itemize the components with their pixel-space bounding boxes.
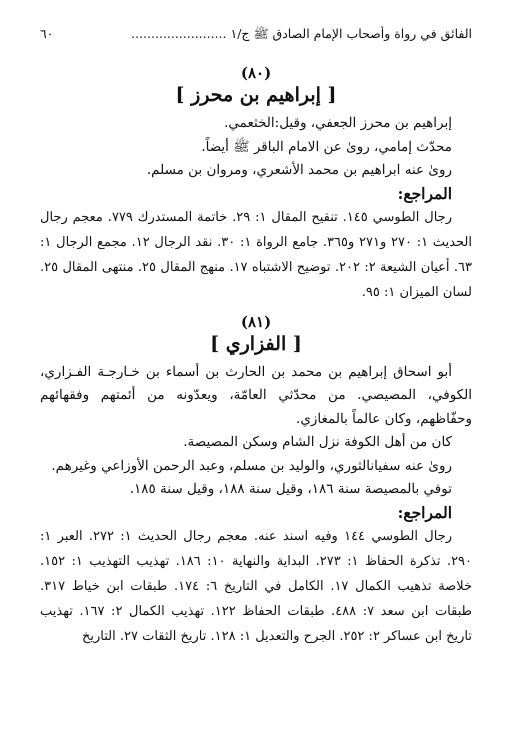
entry-80: [40, 64, 472, 305]
entry-title: [ الفزاري ]: [210, 332, 302, 355]
references-text: رجال الطوسي ١٤٤ وفيه اسند عنه. معجم رجال الحديث ١: ٢٧٢. العبر ١: ٢٩٠. تذكرة الحفاظ ١: ٢٧٣. البداية والنهاية ١٠: ١٨٦. تهذيب التهذيب ١: ١٥٢. خلاصة تذهيب الكمال ١٧. الكامل في التاريخ ٦: ١٧٤. طبقات ابن خياط ٣١٧. طبقات ابن سعد ٧: ٤٨٨. طبقات الحفاظ ١٢٢. تهذيب الكمال ٢: ١٦٧. تهذيب تاريخ ابن عساكر ٢: ٢٥٢. الجرح والتعديل ١: ١٢٨. تاريخ الثقات ٢٧. التاريخ: [40, 528, 473, 644]
entry-number: (٨١): [240, 312, 272, 331]
entry-title: [ إبراهيم بن محرز ]: [175, 84, 337, 106]
entry-line: روىٰ عنه سفيانالثوري، والوليد بن مسلم، وعبد الرحمن الأوزاعي وغيرهم.: [51, 457, 452, 474]
entry-line: محدّث إمامي، روىٰ عن الامام الباقر ﷺ أيضاً.: [201, 138, 452, 155]
running-header: [40, 26, 472, 42]
page-number: ٦٠: [40, 26, 54, 41]
references-heading: المراجع:: [397, 502, 452, 522]
section-spacer: [40, 305, 472, 313]
references-heading: المراجع:: [397, 183, 452, 203]
entry-intro: أبو اسحاق إبراهيم بن محمد بن الحارث بن أسماء بن خـارجـة الفـزاري، الكوفي، المصيصي. من محدّثي العامّة، ويعدّونه من أئمتهم وفقهائهم وحفّاظهم، وكان عالماً بالمغازي.: [40, 363, 472, 427]
entry-81: [40, 313, 472, 649]
entry-line: روىٰ عنه ابراهيم بن محمد الأشعري، ومروان بن مسلم.: [146, 162, 452, 178]
entry-line: إبراهيم بن محرز الجعفي، وقيل:الخثعمي.: [224, 115, 452, 131]
entry-line: كان من أهل الكوفة نزل الشام وسكن المصيصة.: [183, 434, 452, 450]
entry-line: توفي بالمصيصة سنة ١٨٦، وقيل سنة ١٨٨، وقيل سنة ١٨٥.: [129, 481, 452, 497]
running-title: الفائق في رواة وأصحاب الإمام الصادق ﷺ ج/١ ........................: [131, 26, 472, 41]
entry-number: (٨٠): [240, 64, 272, 82]
references-text: رجال الطوسي ١٤٥. تنقيح المقال ١: ٢٩. خاتمة المستدرك ٧٧٩. معجم رجال الحديث ١: ٢٧٠ و٢٧١ و٣٦٥. جامع الرواة ١: ٣٠. نقد الرجال ١٢. مجمع الرجال ١: ٦٣. أعيان الشيعة ٢: ٢٠٢. توضيح الاشتباه ١٧. منهج المقال ٢٥. منتهى المقال ٢٥. لسان الميزان ١: ٩٥.: [40, 209, 473, 300]
